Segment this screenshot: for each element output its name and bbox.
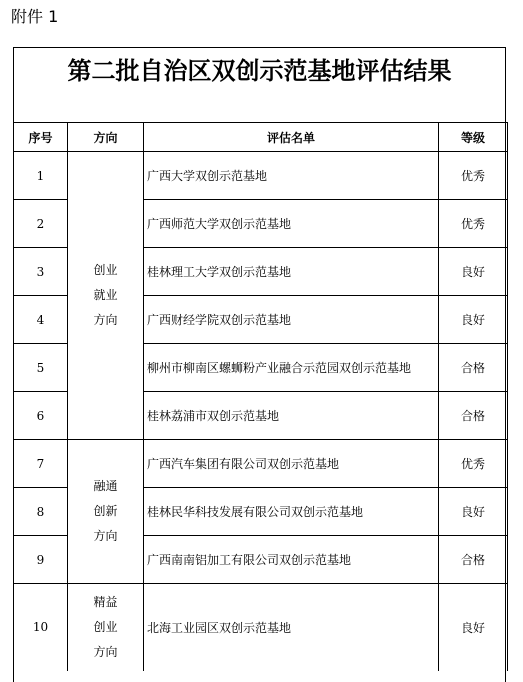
row-grade: 良好 [439, 248, 508, 296]
row-grade: 优秀 [439, 152, 508, 200]
direction-text: 创新 [93, 504, 118, 518]
column-header-name: 评估名单 [144, 123, 439, 152]
direction-text: 创业 [93, 263, 118, 277]
row-grade: 优秀 [439, 200, 508, 248]
row-seq: 9 [14, 536, 68, 584]
document-frame [13, 47, 506, 682]
row-grade: 优秀 [439, 440, 508, 488]
table-row [14, 152, 508, 200]
row-name: 桂林民华科技发展有限公司双创示范基地 [144, 488, 439, 536]
row-name: 广西师范大学双创示范基地 [144, 200, 439, 248]
row-name: 桂林理工大学双创示范基地 [144, 248, 439, 296]
row-grade: 良好 [439, 296, 508, 344]
direction-group-cell [68, 152, 144, 440]
evaluation-results-table [13, 122, 508, 671]
row-grade: 合格 [439, 536, 508, 584]
row-name: 广西南南铝加工有限公司双创示范基地 [144, 536, 439, 584]
row-seq: 1 [14, 152, 68, 200]
row-name: 广西汽车集团有限公司双创示范基地 [144, 440, 439, 488]
direction-group-cell [68, 584, 144, 671]
row-name: 北海工业园区双创示范基地 [144, 584, 439, 671]
column-header-direction: 方向 [68, 123, 144, 152]
row-grade: 良好 [439, 488, 508, 536]
page-title: 第二批自治区双创示范基地评估结果 [67, 56, 452, 85]
column-header-grade: 等级 [439, 123, 508, 152]
table-row [14, 584, 508, 671]
row-seq: 3 [14, 248, 68, 296]
row-seq: 7 [14, 440, 68, 488]
table-header-row [14, 123, 508, 152]
row-seq: 4 [14, 296, 68, 344]
row-seq: 5 [14, 344, 68, 392]
row-seq: 10 [14, 584, 68, 671]
direction-text: 融通 [93, 479, 118, 493]
attachment-label: 附件 1 [11, 7, 59, 26]
row-name: 桂林荔浦市双创示范基地 [144, 392, 439, 440]
row-seq: 6 [14, 392, 68, 440]
direction-group-cell [68, 440, 144, 584]
direction-text: 方向 [93, 529, 118, 543]
row-seq: 2 [14, 200, 68, 248]
row-grade: 良好 [439, 584, 508, 671]
direction-text: 精益 [93, 594, 118, 609]
row-grade: 合格 [439, 344, 508, 392]
direction-text: 方向 [93, 644, 118, 659]
row-name: 广西大学双创示范基地 [144, 152, 439, 200]
row-grade: 合格 [439, 392, 508, 440]
row-name: 柳州市柳南区螺蛳粉产业融合示范园双创示范基地 [144, 344, 439, 392]
direction-text: 方向 [93, 313, 118, 327]
row-name: 广西财经学院双创示范基地 [144, 296, 439, 344]
column-header-seq: 序号 [14, 123, 68, 152]
direction-text: 创业 [93, 619, 118, 634]
direction-text: 就业 [93, 288, 118, 302]
row-seq: 8 [14, 488, 68, 536]
table-row [14, 440, 508, 488]
